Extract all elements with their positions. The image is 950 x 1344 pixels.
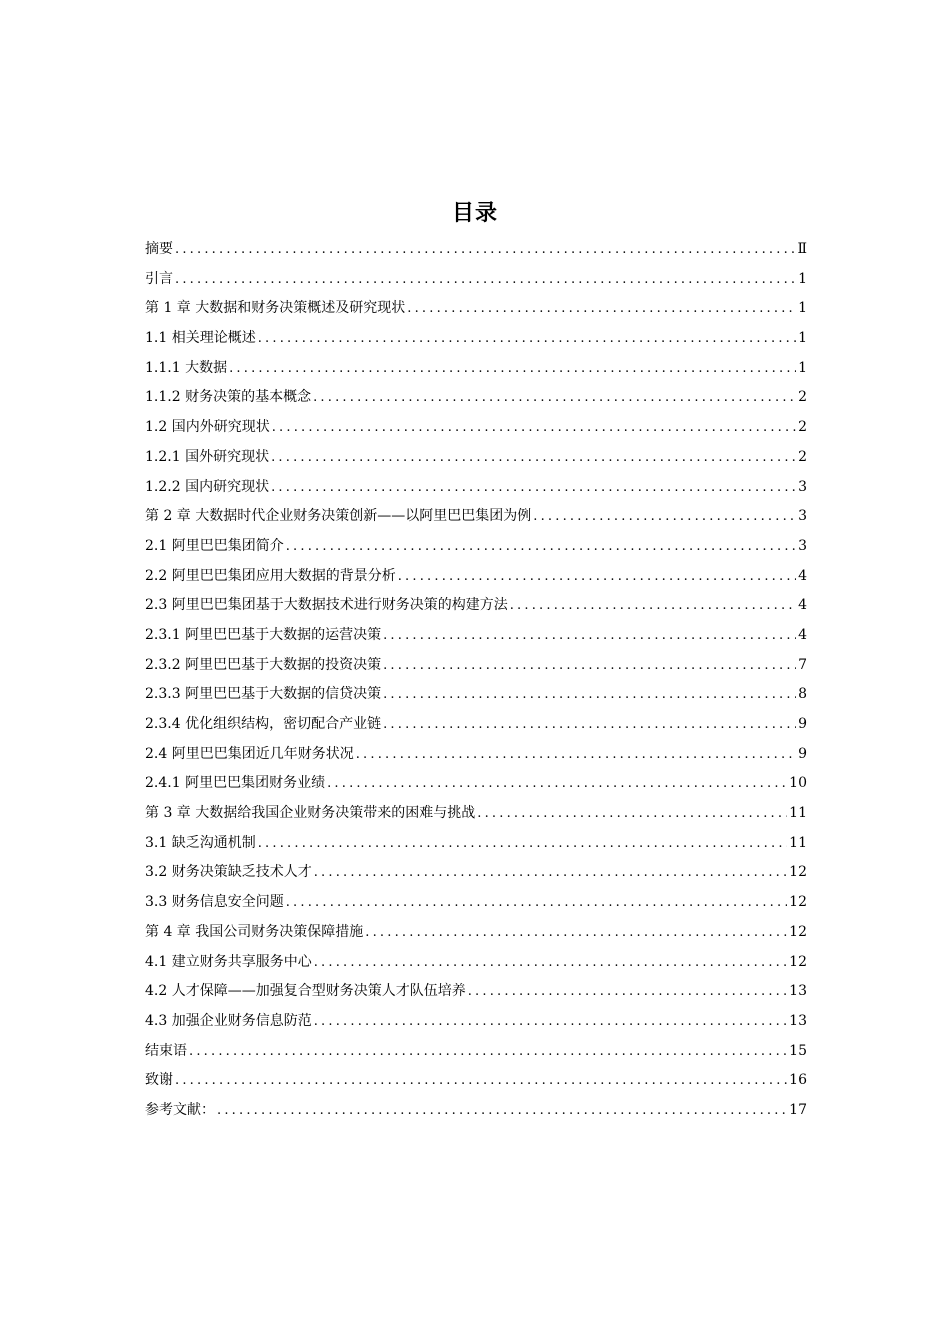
toc-entry[interactable] <box>145 1007 807 1037</box>
toc-entry-page-number: 4 <box>798 567 807 584</box>
toc-dot-leader <box>286 532 796 562</box>
toc-entry-text: 第 4 章 我国公司财务决策保障措施 <box>145 923 364 940</box>
toc-entry-text: 2.3 阿里巴巴集团基于大数据技术进行财务决策的构建方法 <box>145 597 508 614</box>
toc-dot-leader <box>286 888 787 918</box>
toc-entry[interactable] <box>145 1096 807 1126</box>
toc-dot-leader <box>217 1096 787 1126</box>
toc-entry-text: 2.1 阿里巴巴集团简介 <box>145 537 284 554</box>
toc-entry-page-number: 2 <box>798 389 807 406</box>
toc-entry-page-number: 8 <box>798 686 807 703</box>
toc-entry-text: 致谢 <box>145 1072 173 1089</box>
toc-entry-page-number: 7 <box>798 656 807 673</box>
toc-dot-leader <box>314 1007 787 1037</box>
toc-entry[interactable] <box>145 769 807 799</box>
toc-entry[interactable] <box>145 383 807 413</box>
toc-entry-page-number: 3 <box>798 537 807 554</box>
toc-entry[interactable] <box>145 443 807 473</box>
toc-dot-leader <box>313 383 796 413</box>
toc-dot-leader <box>398 562 796 592</box>
toc-entry[interactable] <box>145 532 807 562</box>
toc-entry-text: 第 2 章 大数据时代企业财务决策创新——以阿里巴巴集团为例 <box>145 508 532 525</box>
toc-entry-page-number: 1 <box>798 300 807 317</box>
toc-entry[interactable] <box>145 710 807 740</box>
toc-entry[interactable] <box>145 829 807 859</box>
toc-dot-leader <box>383 680 796 710</box>
toc-entry-text: 1.2.2 国内研究现状 <box>145 478 270 495</box>
toc-entry-page-number: 13 <box>789 1012 807 1029</box>
toc-entry-page-number: 10 <box>789 775 807 792</box>
toc-entry-text: 结束语 <box>145 1042 187 1059</box>
toc-entry[interactable] <box>145 621 807 651</box>
toc-entry[interactable] <box>145 473 807 503</box>
toc-entry[interactable] <box>145 680 807 710</box>
toc-title: 目录 <box>451 201 498 226</box>
toc-list <box>145 235 807 1126</box>
toc-dot-leader <box>407 294 796 324</box>
toc-entry[interactable] <box>145 1037 807 1067</box>
toc-entry-text: 2.3.1 阿里巴巴基于大数据的运营决策 <box>145 626 382 643</box>
toc-entry-text: 第 3 章 大数据给我国企业财务决策带来的困难与挑战 <box>145 805 476 822</box>
toc-entry[interactable] <box>145 562 807 592</box>
toc-entry[interactable] <box>145 740 807 770</box>
toc-entry-page-number: 12 <box>789 923 807 940</box>
toc-entry-page-number: Ⅱ <box>797 241 807 257</box>
toc-entry-page-number: 12 <box>789 953 807 970</box>
toc-entry-page-number: 1 <box>798 270 807 287</box>
toc-dot-leader <box>189 1037 787 1067</box>
toc-entry-text: 2.3.3 阿里巴巴基于大数据的信贷决策 <box>145 686 382 703</box>
toc-dot-leader <box>229 354 796 384</box>
toc-entry[interactable] <box>145 235 807 265</box>
toc-entry-text: 2.2 阿里巴巴集团应用大数据的背景分析 <box>145 567 396 584</box>
toc-entry[interactable] <box>145 1066 807 1096</box>
toc-entry-page-number: 13 <box>789 983 807 1000</box>
toc-entry-text: 1.1.2 财务决策的基本概念 <box>145 389 312 406</box>
toc-entry-page-number: 4 <box>798 626 807 643</box>
toc-entry[interactable] <box>145 948 807 978</box>
toc-dot-leader <box>383 710 796 740</box>
toc-entry-page-number: 11 <box>789 834 807 851</box>
toc-entry-page-number: 3 <box>798 478 807 495</box>
toc-dot-leader <box>258 829 787 859</box>
toc-entry-text: 摘要 <box>145 241 173 257</box>
toc-entry-text: 4.1 建立财务共享服务中心 <box>145 953 312 970</box>
toc-entry-text: 4.2 人才保障——加强复合型财务决策人才队伍培养 <box>145 983 466 1000</box>
toc-entry-page-number: 2 <box>798 448 807 465</box>
toc-dot-leader <box>468 977 787 1007</box>
toc-dot-leader <box>314 858 787 888</box>
toc-entry[interactable] <box>145 265 807 295</box>
toc-dot-leader <box>271 443 796 473</box>
toc-entry-page-number: 2 <box>798 419 807 436</box>
toc-entry-page-number: 1 <box>798 359 807 376</box>
toc-entry-text: 1.1.1 大数据 <box>145 359 228 376</box>
toc-entry-page-number: 12 <box>789 894 807 911</box>
toc-entry[interactable] <box>145 413 807 443</box>
toc-entry-page-number: 17 <box>789 1101 807 1118</box>
toc-entry-page-number: 11 <box>789 805 807 822</box>
toc-entry[interactable] <box>145 324 807 354</box>
toc-dot-leader <box>314 948 787 978</box>
toc-entry[interactable] <box>145 651 807 681</box>
toc-entry-page-number: 15 <box>789 1042 807 1059</box>
toc-entry-page-number: 4 <box>798 597 807 614</box>
toc-dot-leader <box>258 324 796 354</box>
toc-dot-leader <box>477 799 787 829</box>
toc-dot-leader <box>271 473 796 503</box>
toc-entry[interactable] <box>145 294 807 324</box>
toc-dot-leader <box>365 918 787 948</box>
toc-entry-text: 1.2 国内外研究现状 <box>145 419 270 436</box>
toc-entry-page-number: 16 <box>789 1072 807 1089</box>
toc-entry[interactable] <box>145 918 807 948</box>
toc-entry-text: 引言 <box>145 270 173 287</box>
toc-entry-page-number: 9 <box>798 716 807 732</box>
toc-entry-page-number: 1 <box>798 330 807 347</box>
toc-entry[interactable] <box>145 502 807 532</box>
toc-entry-text: 4.3 加强企业财务信息防范 <box>145 1012 312 1029</box>
toc-entry-text: 第 1 章 大数据和财务决策概述及研究现状 <box>145 300 406 317</box>
toc-dot-leader <box>175 235 795 265</box>
toc-entry-text: 1.2.1 国外研究现状 <box>145 448 270 465</box>
toc-dot-leader <box>327 769 787 799</box>
toc-dot-leader <box>356 740 796 770</box>
toc-entry[interactable] <box>145 591 807 621</box>
toc-entry-page-number: 3 <box>798 508 807 525</box>
toc-entry-text: 3.1 缺乏沟通机制 <box>145 834 256 851</box>
toc-dot-leader <box>383 651 796 681</box>
toc-dot-leader <box>272 413 796 443</box>
toc-dot-leader <box>383 621 796 651</box>
toc-entry-page-number: 9 <box>798 745 807 762</box>
toc-dot-leader <box>533 502 796 532</box>
toc-entry[interactable] <box>145 858 807 888</box>
toc-entry[interactable] <box>145 977 807 1007</box>
toc-entry-text: 3.3 财务信息安全问题 <box>145 894 284 911</box>
toc-entry-text: 2.3.4 优化组织结构，密切配合产业链 <box>145 716 382 732</box>
toc-dot-leader <box>510 591 796 621</box>
toc-dot-leader <box>175 1066 787 1096</box>
toc-entry-text: 2.4 阿里巴巴集团近几年财务状况 <box>145 745 354 762</box>
toc-entry-text: 2.3.2 阿里巴巴基于大数据的投资决策 <box>145 656 382 673</box>
toc-entry-text: 参考文献： <box>145 1101 215 1118</box>
toc-dot-leader <box>175 265 796 295</box>
toc-entry[interactable] <box>145 799 807 829</box>
toc-entry-page-number: 12 <box>789 864 807 881</box>
toc-entry[interactable] <box>145 354 807 384</box>
toc-entry[interactable] <box>145 888 807 918</box>
toc-entry-text: 1.1 相关理论概述 <box>145 330 256 347</box>
toc-entry-text: 2.4.1 阿里巴巴集团财务业绩 <box>145 775 326 792</box>
toc-entry-text: 3.2 财务决策缺乏技术人才 <box>145 864 312 881</box>
